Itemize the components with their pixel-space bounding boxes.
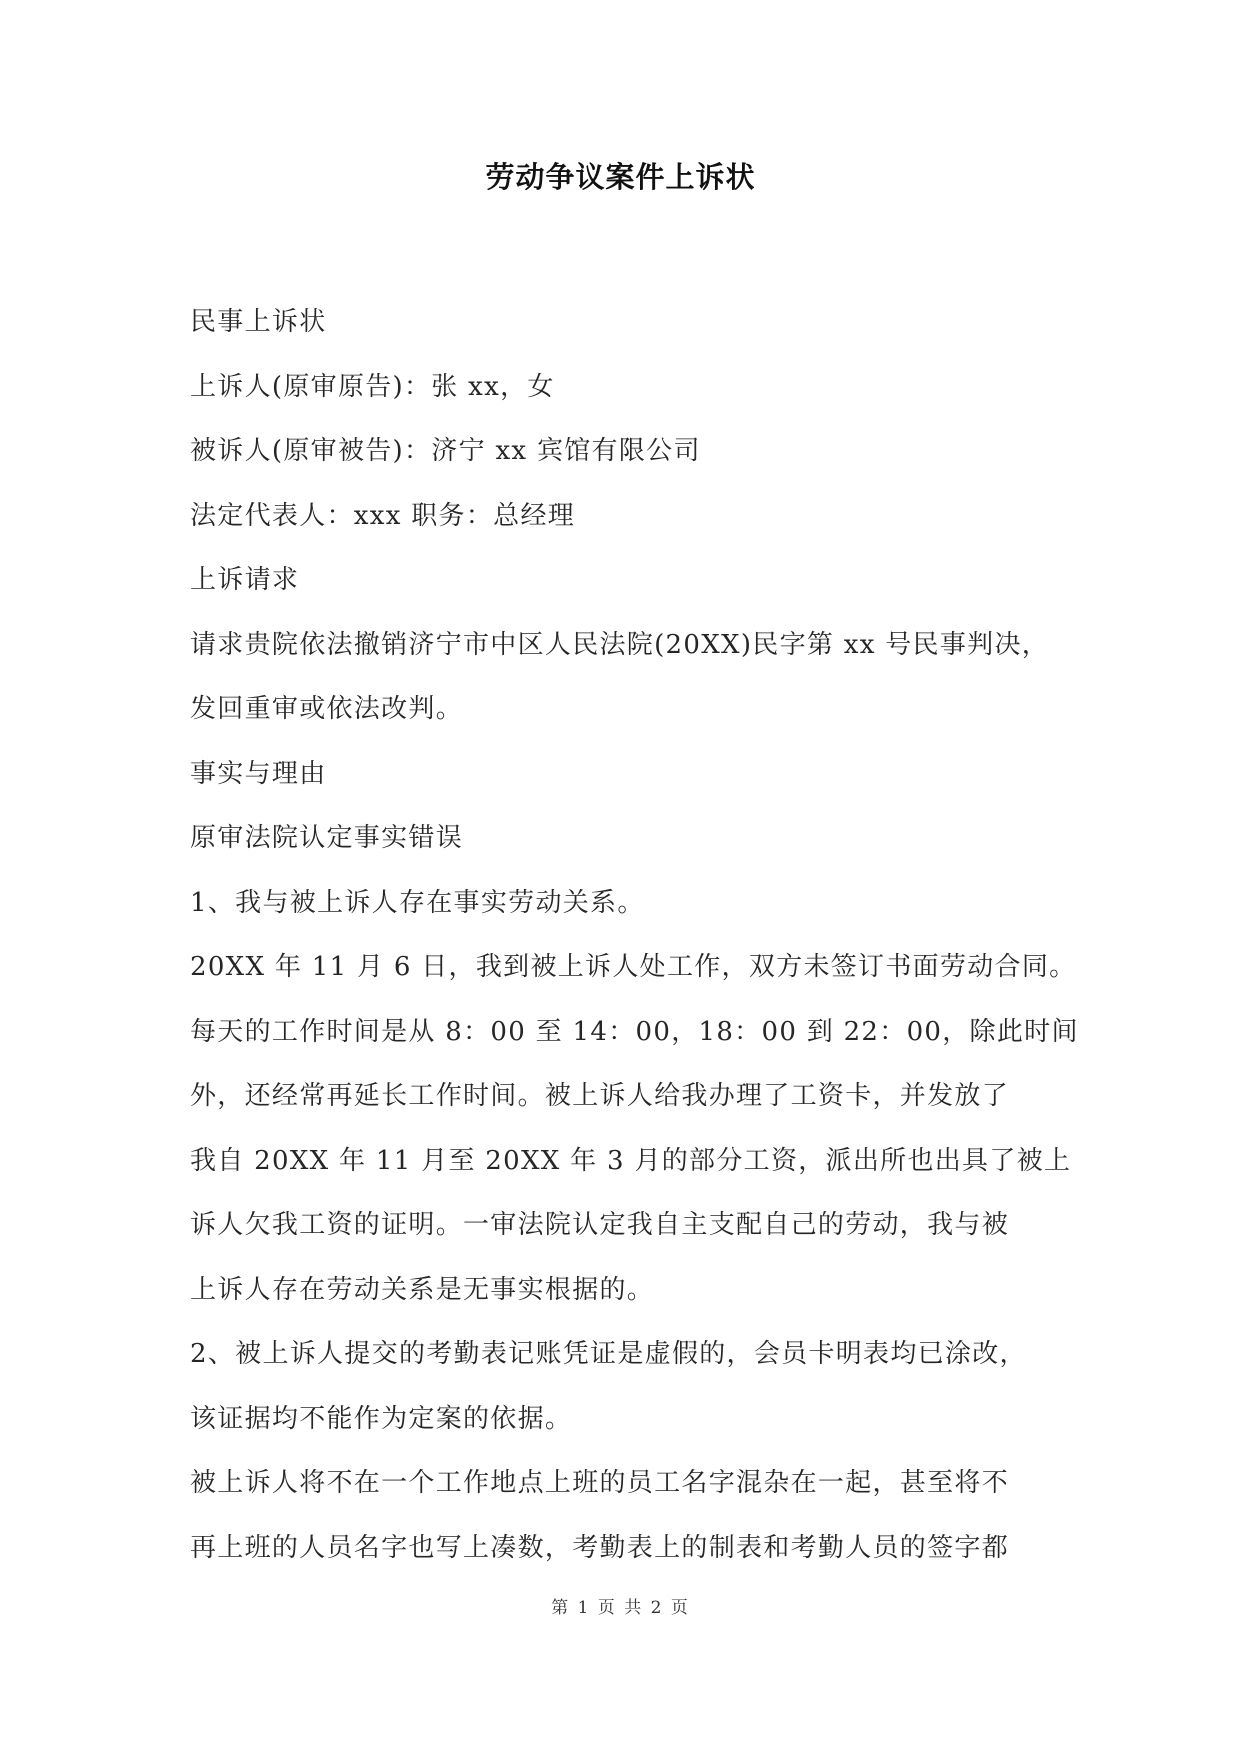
text-line: 被诉人(原审被告)：济宁 xx 宾馆有限公司 [190, 436, 701, 466]
document-body [190, 290, 1079, 1580]
text-line: 该证据均不能作为定案的依据。 [190, 1403, 573, 1434]
text-line: 每天的工作时间是从 8：00 至 14：00，18：00 到 22：00，除此时间 [190, 1016, 1079, 1047]
text-line: 请求贵院依法撤销济宁市中区人民法院(20XX)民字第 xx 号民事判决， [190, 629, 1050, 660]
page-number: 第 1 页 共 2 页 [551, 1598, 690, 1618]
text-line: 发回重审或依法改判。 [190, 694, 464, 724]
text-line: 20XX 年 11 月 6 日，我到被上诉人处工作，双方未签订书面劳动合同。 [190, 952, 1077, 982]
text-line: 民事上诉状 [190, 307, 327, 337]
text-line: 1、我与被上诉人存在事实劳动关系。 [190, 887, 645, 918]
text-line: 上诉人(原审原告)：张 xx，女 [190, 371, 555, 402]
text-line: 被上诉人将不在一个工作地点上班的员工名字混杂在一起，甚至将不 [190, 1468, 1010, 1498]
document-title: 劳动争议案件上诉状 [485, 160, 756, 194]
text-line: 外，还经常再延长工作时间。被上诉人给我办理了工资卡，并发放了 [190, 1081, 1010, 1111]
text-line: 法定代表人：xxx 职务：总经理 [190, 500, 576, 531]
text-line: 原审法院认定事实错误 [190, 823, 464, 853]
text-line: 2、被上诉人提交的考勤表记账凭证是虚假的，会员卡明表均已涂改， [190, 1339, 1027, 1369]
text-line: 我自 20XX 年 11 月至 20XX 年 3 月的部分工资，派出所也出具了被上 [190, 1145, 1072, 1176]
text-line: 上诉请求 [190, 565, 300, 595]
text-line: 诉人欠我工资的证明。一审法院认定我自主支配自己的劳动，我与被 [190, 1210, 1010, 1240]
text-line: 事实与理由 [190, 758, 327, 789]
text-line: 再上班的人员名字也写上凑数，考勤表上的制表和考勤人员的签字都 [190, 1532, 1010, 1563]
text-line: 上诉人存在劳动关系是无事实根据的。 [190, 1274, 655, 1305]
